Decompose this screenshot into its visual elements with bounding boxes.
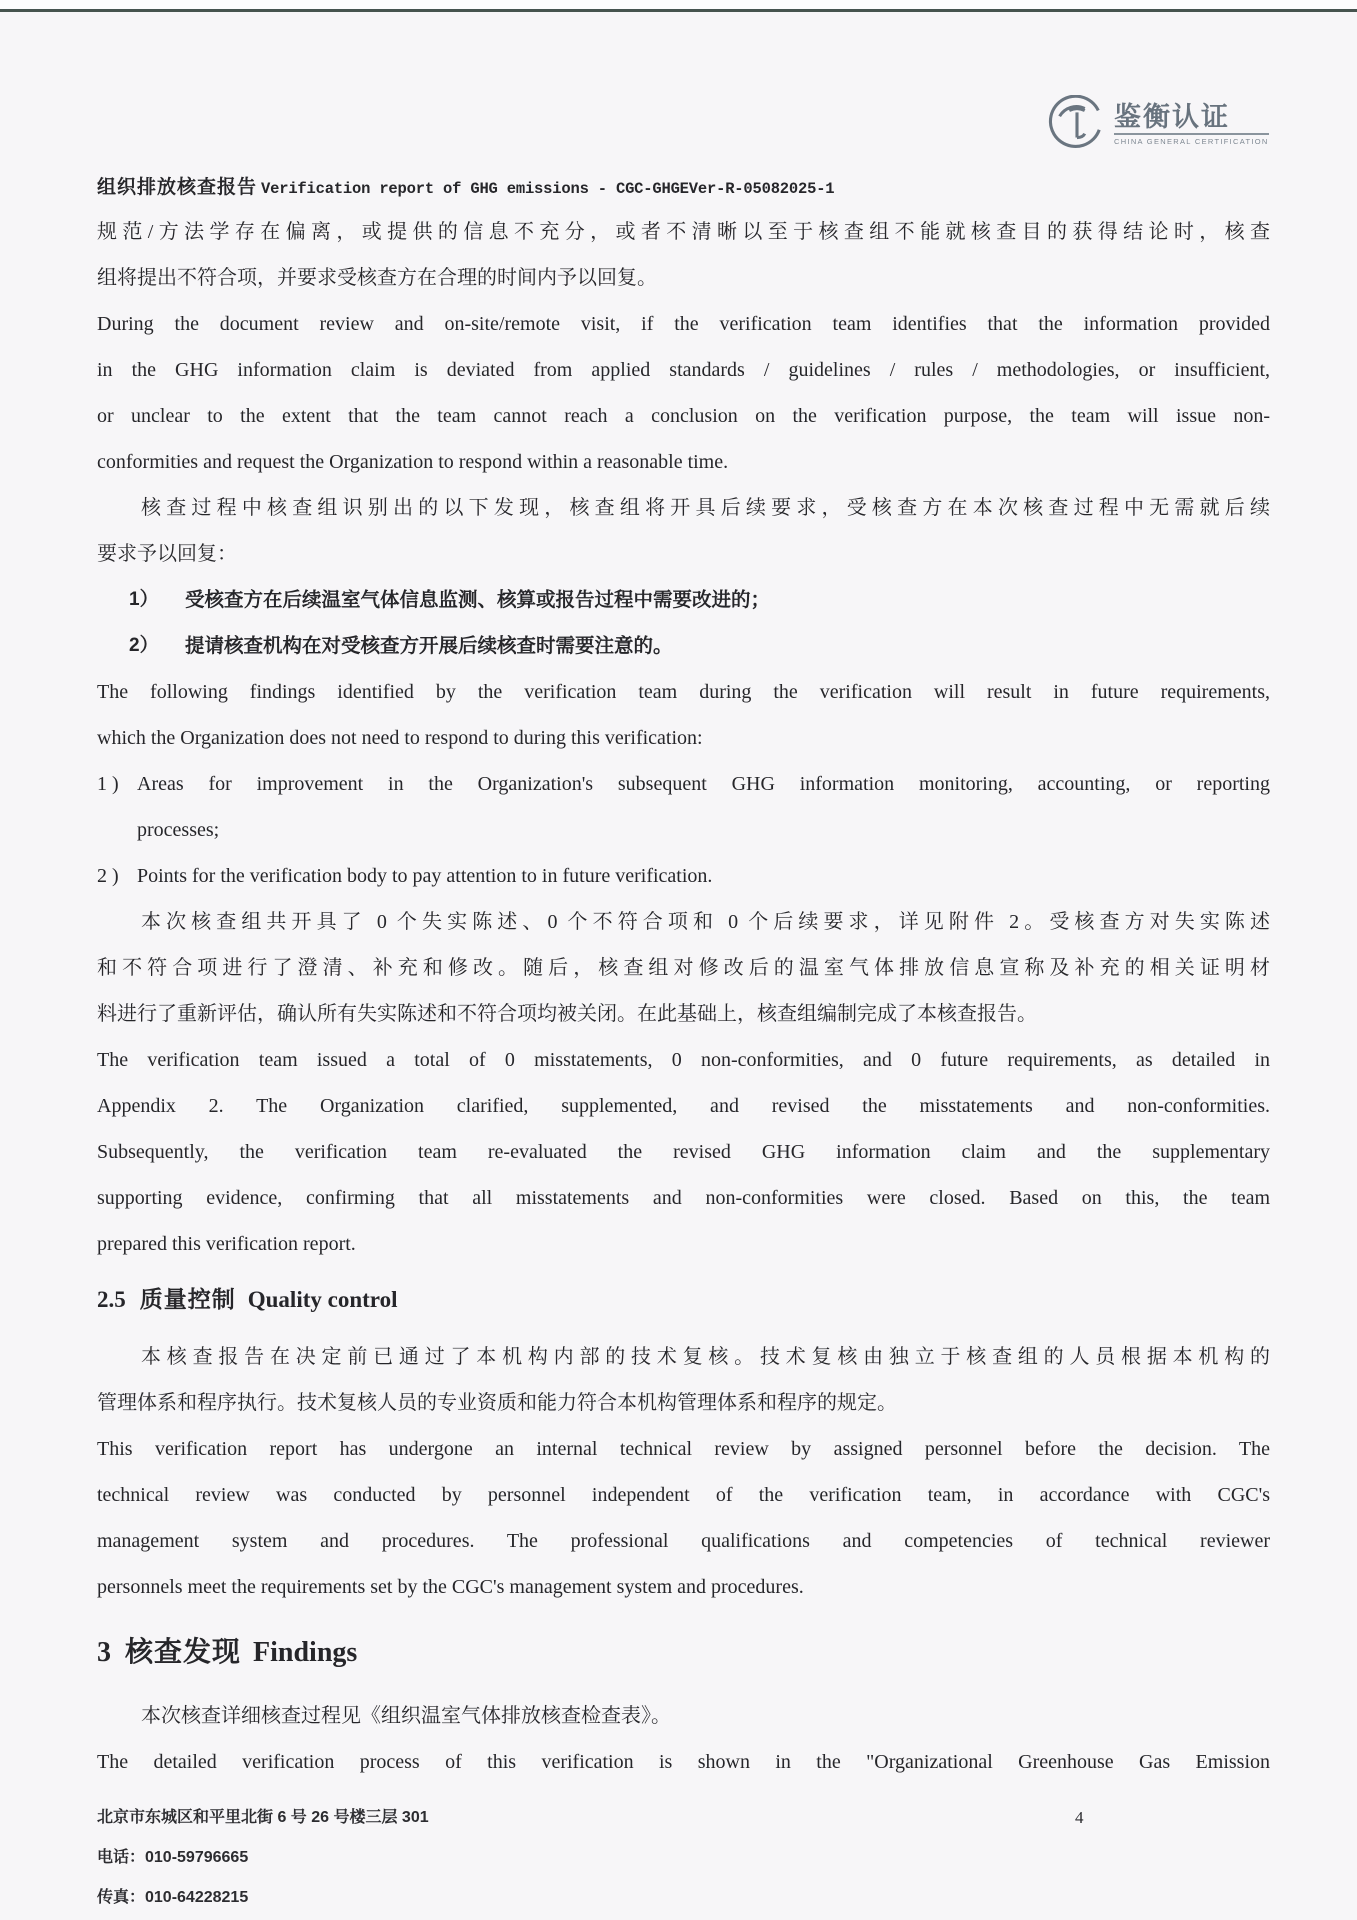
- text-line: in the GHG information claim is deviated from applied standards / guidelines / rules / methodologies, or insufficient,: [97, 359, 1270, 381]
- list-item-label: 1 ): [97, 773, 119, 795]
- text-line: This verification report has undergone an internal technical review by assigned personnel before the decision. The: [97, 1438, 1270, 1460]
- paragraph: [97, 1334, 1270, 1426]
- paragraph: [97, 1739, 1270, 1785]
- list-item: [97, 623, 1270, 669]
- text-line: 和不符合项进行了澄清、补充和修改。随后，核查组对修改后的温室气体排放信息宣称及补充的相关证明材: [97, 957, 1270, 979]
- cgc-logo: [1048, 95, 1269, 153]
- cgc-logo-text: [1114, 102, 1269, 146]
- list-item: [97, 761, 1270, 853]
- footer-phone-row: [97, 1838, 1270, 1878]
- section-heading-cn: 核查发现: [125, 1636, 242, 1667]
- section-heading-en: Quality control: [247, 1287, 398, 1312]
- list-item: [97, 577, 1270, 623]
- scan-edge-strip: [0, 0, 1357, 9]
- text-line: 受核查方在后续温室气体信息监测、核算或报告过程中需要改进的；: [185, 589, 771, 611]
- document-footer: [97, 1798, 1270, 1918]
- footer-address-row: [97, 1798, 1270, 1838]
- text-line: Areas for improvement in the Organization's subsequent GHG information monitoring, accounting, or reporting: [137, 773, 1270, 795]
- paragraph: [97, 899, 1270, 1037]
- text-line: or unclear to the extent that the team cannot reach a conclusion on the verification purpose, the team will issue non-: [97, 405, 1270, 427]
- text-line: Appendix 2. The Organization clarified, supplemented, and revised the misstatements and non-conformities.: [97, 1095, 1270, 1117]
- paragraph: [97, 669, 1270, 761]
- footer-fax: 传真：010-64228215: [97, 1889, 249, 1906]
- text-line: The detailed verification process of this verification is shown in the "Organizational Greenhouse Gas Emission: [97, 1751, 1270, 1773]
- text-line: Points for the verification body to pay attention to in future verification.: [137, 865, 713, 887]
- cgc-logo-name-cn: 鉴衡认证: [1114, 102, 1269, 135]
- text-line: management system and procedures. The professional qualifications and competencies of technical reviewer: [97, 1530, 1270, 1552]
- footer-fax-row: [97, 1878, 1270, 1918]
- text-line: 管理体系和程序执行。技术复核人员的专业资质和能力符合本机构管理体系和程序的规定。: [97, 1392, 897, 1414]
- paragraph: [97, 1037, 1270, 1267]
- section-heading: [97, 1632, 1270, 1673]
- list-item-label: 2）: [129, 635, 159, 656]
- section-heading-en: Findings: [253, 1637, 358, 1668]
- paragraph: [97, 1693, 1270, 1739]
- text-line: 要求予以回复：: [97, 543, 237, 565]
- list-item: [97, 853, 1270, 899]
- cgc-logo-icon: [1048, 95, 1106, 153]
- text-line: which the Organization does not need to respond to during this verification:: [97, 727, 703, 749]
- text-line: 核查过程中核查组识别出的以下发现，核查组将开具后续要求，受核查方在本次核查过程中无需就后续: [141, 497, 1270, 519]
- text-line: 本核查报告在决定前已通过了本机构内部的技术复核。技术复核由独立于核查组的人员根据本机构的: [141, 1346, 1270, 1368]
- list-item-label: 2 ): [97, 865, 119, 887]
- text-line: Subsequently, the verification team re-evaluated the revised GHG information claim and the supplementary: [97, 1141, 1270, 1163]
- page-number: 4: [1075, 1808, 1084, 1827]
- section-heading-cn: 质量控制: [139, 1286, 236, 1312]
- paragraph: [97, 209, 1270, 301]
- text-line: The verification team issued a total of 0 misstatements, 0 non-conformities, and 0 future requirements, as detailed in: [97, 1049, 1270, 1071]
- text-line: prepared this verification report.: [97, 1233, 356, 1255]
- section-heading: [97, 1283, 1270, 1316]
- text-line: 规范/方法学存在偏离，或提供的信息不充分，或者不清晰以至于核查组不能就核查目的获得结论时，核查: [97, 221, 1270, 243]
- text-line: conformities and request the Organization to respond within a reasonable time.: [97, 451, 729, 473]
- text-line: 提请核查机构在对受核查方开展后续核查时需要注意的。: [185, 635, 673, 657]
- section-heading-number: 3: [97, 1637, 111, 1668]
- text-line: personnels meet the requirements set by the CGC's management system and procedures.: [97, 1576, 804, 1598]
- scan-edge-line: [0, 9, 1357, 12]
- text-line: During the document review and on-site/remote visit, if the verification team identifies that the information provided: [97, 313, 1270, 335]
- text-line: 本次核查组共开具了 0 个失实陈述、0 个不符合项和 0 个后续要求，详见附件 2。受核查方对失实陈述: [141, 911, 1270, 933]
- text-line: 组将提出不符合项，并要求受核查方在合理的时间内予以回复。: [97, 267, 657, 289]
- list-item-label: 1）: [129, 589, 159, 610]
- cgc-logo-name-en: CHINA GENERAL CERTIFICATION: [1114, 137, 1269, 146]
- document-body: [97, 209, 1270, 1785]
- paragraph: [97, 485, 1270, 577]
- paragraph: [97, 1426, 1270, 1610]
- section-heading-number: 2.5: [97, 1287, 126, 1312]
- report-title-cn: 组织排放核查报告: [97, 177, 258, 198]
- document-header: [97, 172, 1272, 199]
- paragraph: [97, 301, 1270, 485]
- text-line: 本次核查详细核查过程见《组织温室气体排放核查检查表》。: [141, 1705, 671, 1727]
- text-line: processes;: [137, 819, 220, 841]
- footer-address: 北京市东城区和平里北街 6 号 26 号楼三层 301: [97, 1809, 429, 1826]
- text-line: 料进行了重新评估，确认所有失实陈述和不符合项均被关闭。在此基础上，核查组编制完成了本核查报告。: [97, 1003, 1037, 1025]
- text-line: technical review was conducted by personnel independent of the verification team, in accordance with CGC's: [97, 1484, 1270, 1506]
- text-line: The following findings identified by the verification team during the verification will result in future requirements,: [97, 681, 1270, 703]
- report-title-en: Verification report of GHG emissions - CGC-GHGEVer-R-05082025-1: [261, 180, 835, 198]
- text-line: supporting evidence, confirming that all misstatements and non-conformities were closed. Based on this, the team: [97, 1187, 1270, 1209]
- footer-phone: 电话：010-59796665: [97, 1849, 249, 1866]
